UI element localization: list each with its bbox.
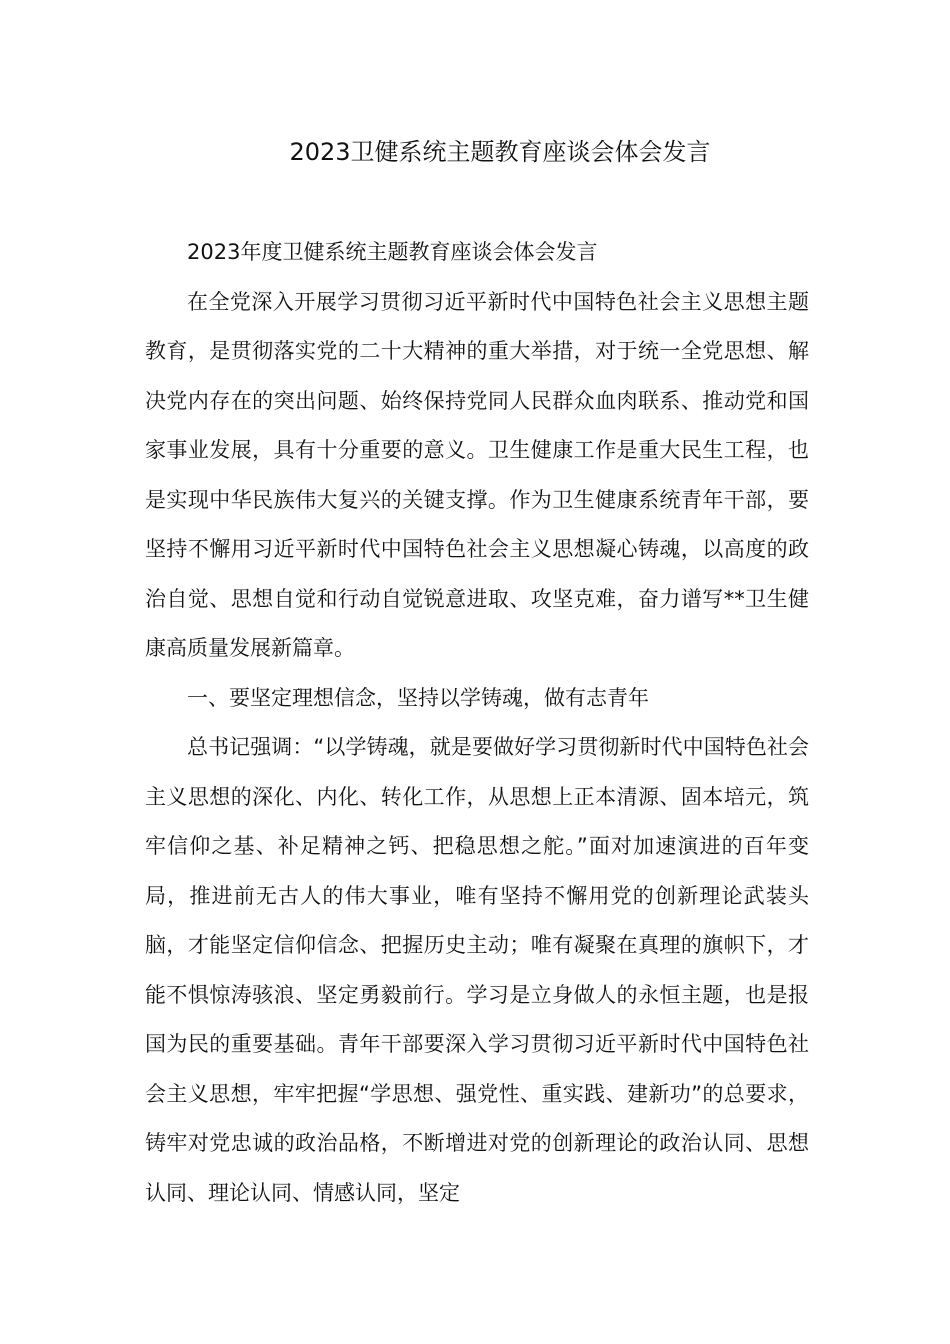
- section-heading: 一、要坚定理想信念，坚持以学铸魂，做有志青年: [187, 685, 649, 710]
- body-paragraph: 总书记强调：“以学铸魂，就是要做好学习贯彻新时代中国特色社会主义思想的深化、内化、转化工作，从思想上正本清源、固本培元，筑牢信仰之基、补足精神之钙、把稳思想之舵。”面对加速演进的百年变局，推进前无古人的伟大事业，唯有坚持不懈用党的创新理论武装头脑，才能坚定信仰信念、把握历史主动；唯有凝聚在真理的旗帜下，才能不惧惊涛骇浪、坚定勇毅前行。学习是立身做人的永恒主题，也是报国为民的重要基础。青年干部要深入学习贯彻习近平新时代中国特色社会主义思想，牢牢把握“学思想、强党性、重实践、建新功”的总要求，铸牢对党忠诚的政治品格，不断增进对党的创新理论的政治认同、思想认同、理论认同、情感认同，坚定: [145, 735, 809, 1205]
- intro-paragraph: 在全党深入开展学习贯彻习近平新时代中国特色社会主义思想主题教育，是贯彻落实党的二十大精神的重大举措，对于统一全党思想、解决党内存在的突出问题、始终保持党同人民群众血肉联系、推动党和国家事业发展，具有十分重要的意义。卫生健康工作是重大民生工程，也是实现中华民族伟大复兴的关键支撑。作为卫生健康系统青年干部，要坚持不懈用习近平新时代中国特色社会主义思想凝心铸魂，以高度的政治自觉、思想自觉和行动自觉锐意进取、攻坚克难，奋力谱写**卫生健康高质量发展新篇章。: [145, 289, 809, 660]
- subtitle-paragraph: 2023年度卫健系统主题教育座谈会体会发言: [187, 240, 598, 264]
- document-body: [145, 228, 809, 1218]
- document-title: 2023卫健系统主题教育座谈会体会发言: [289, 138, 711, 166]
